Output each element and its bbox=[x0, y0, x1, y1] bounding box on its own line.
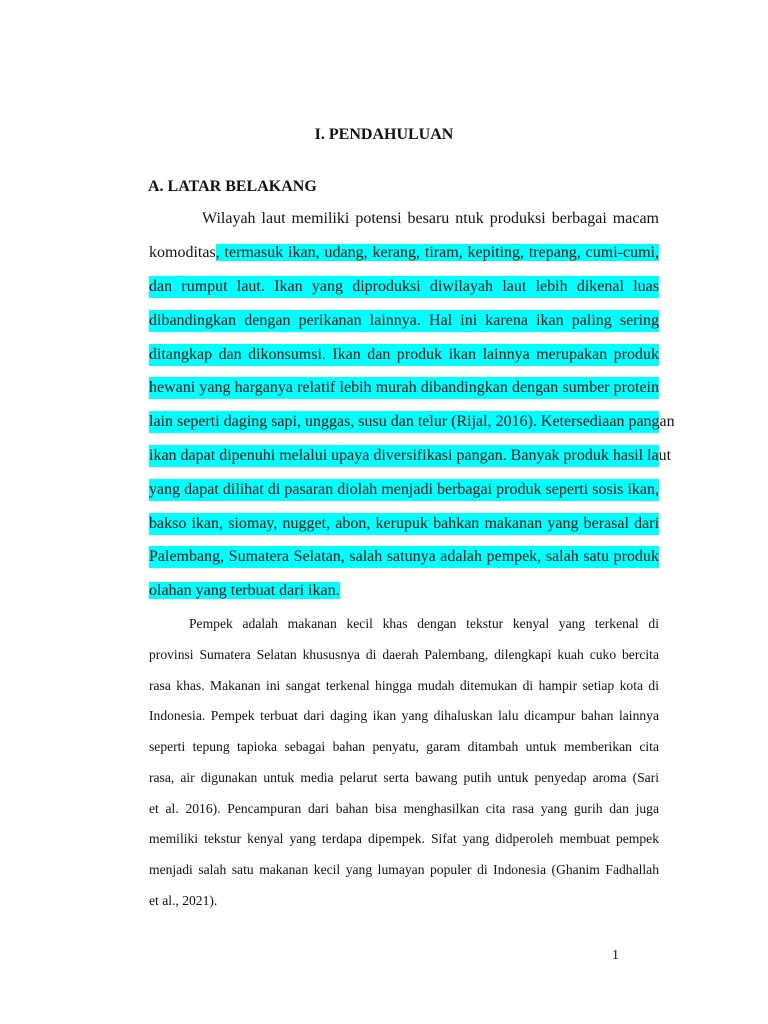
paragraph-line: rasa khas. Makanan ini sangat terkenal hingga mudah ditemukan di hampir setiap kota di bbox=[149, 678, 659, 693]
paragraph-line: Indonesia. Pempek terbuat dari daging ikan yang dihaluskan lalu dicampur bahan lainnya bbox=[149, 708, 659, 723]
highlighted-text: dibandingkan dengan perikanan lainnya. Hal ini karena ikan paling sering bbox=[149, 310, 659, 332]
chapter-title: I. PENDAHULUAN bbox=[314, 126, 454, 143]
paragraph-line bbox=[149, 580, 659, 602]
highlighted-text: bakso ikan, siomay, nugget, abon, kerupuk bahkan makanan yang berasal dari bbox=[149, 513, 659, 535]
paragraph-line: Wilayah laut memiliki potensi besaru ntuk produksi berbagai macam bbox=[202, 210, 659, 227]
section-heading: A. LATAR BELAKANG bbox=[148, 178, 317, 195]
paragraph-line: provinsi Sumatera Selatan khususnya di daerah Palembang, dilengkapi kuah cuko bercita bbox=[149, 647, 659, 662]
highlighted-text: yang dapat dilihat di pasaran diolah menjadi berbagai produk seperti sosis ikan, bbox=[149, 479, 659, 501]
highlighted-text: Palembang, Sumatera Selatan, salah satunya adalah pempek, salah satu produk bbox=[149, 546, 659, 568]
highlighted-text: ikan dapat dipenuhi melalui upaya diversifikasi pangan. Banyak produk hasil laut bbox=[149, 445, 659, 467]
page-number: 1 bbox=[612, 948, 619, 963]
paragraph-line bbox=[149, 242, 659, 264]
highlighted-text: olahan yang terbuat dari ikan. bbox=[149, 582, 340, 599]
paragraph-line: memiliki tekstur kenyal yang terdapa dipempek. Sifat yang didperoleh membuat pempek bbox=[149, 831, 659, 846]
highlighted-text: dan rumput laut. Ikan yang diproduksi diwilayah laut lebih dikenal luas bbox=[149, 276, 659, 298]
highlighted-text: ditangkap dan dikonsumsi. Ikan dan produk ikan lainnya merupakan produk bbox=[149, 344, 659, 366]
highlighted-text: hewani yang harganya relatif lebih murah dibandingkan dengan sumber protein bbox=[149, 377, 659, 399]
paragraph-line: rasa, air digunakan untuk media pelarut serta bawang putih untuk penyedap aroma (Sari bbox=[149, 770, 659, 785]
paragraph-line: Pempek adalah makanan kecil khas dengan tekstur kenyal yang terkenal di bbox=[189, 616, 659, 631]
paragraph-line: seperti tepung tapioka sebagai bahan penyatu, garam ditambah untuk memberikan cita bbox=[149, 739, 659, 754]
paragraph-line: et al., 2021). bbox=[149, 893, 218, 908]
highlighted-text: , termasuk ikan, udang, kerang, tiram, kepiting, trepang, cumi-cumi, bbox=[215, 244, 659, 261]
text-span: komoditas bbox=[149, 244, 216, 261]
paragraph-line: menjadi salah satu makanan kecil yang lumayan populer di Indonesia (Ghanim Fadhallah bbox=[149, 862, 659, 877]
paragraph-line: et al. 2016). Pencampuran dari bahan bisa menghasilkan cita rasa yang gurih dan juga bbox=[149, 801, 659, 816]
highlighted-text: lain seperti daging sapi, unggas, susu dan telur (Rijal, 2016). Ketersediaan pangan bbox=[149, 411, 659, 433]
